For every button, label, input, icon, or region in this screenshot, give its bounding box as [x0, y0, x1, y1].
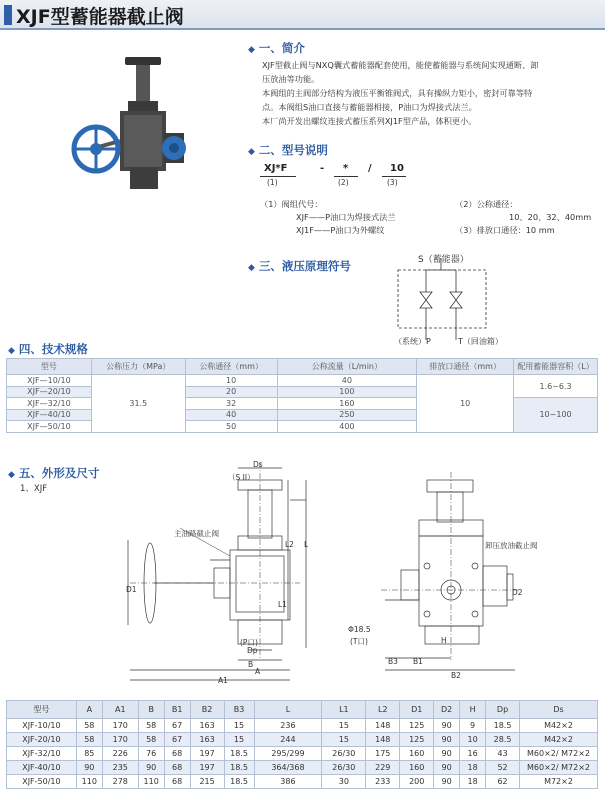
table-cell: 148: [366, 719, 400, 733]
table-cell: 90: [138, 761, 164, 775]
table-cell: 18: [460, 775, 486, 789]
table-cell: 15: [322, 719, 366, 733]
table-cell: 18: [460, 761, 486, 775]
model-right-notes: （2）公称通径： 10、20、32、40mm （3）排放口通径：10 mm: [455, 199, 592, 235]
table-row: XJF—50/10 50 400: [7, 421, 598, 433]
table-cell: 125: [400, 719, 434, 733]
table-cell: XJF-32/10: [7, 747, 77, 761]
table-cell: 110: [76, 775, 102, 789]
spec-header: 公称压力（MPa）: [91, 359, 185, 375]
spec-header: 型号: [7, 359, 92, 375]
table-cell: 26/30: [322, 747, 366, 761]
table-cell: 160: [400, 747, 434, 761]
table-cell: M60×2/ M72×2: [520, 761, 598, 775]
table-row: XJF—32/10 32 160 10~100: [7, 398, 598, 410]
table-cell: 52: [486, 761, 520, 775]
section-model-heading: ◆ 二、型号说明: [248, 143, 328, 157]
table-cell: 215: [190, 775, 224, 789]
table-row: [7, 761, 598, 775]
table-cell: 226: [102, 747, 138, 761]
table-cell: 15: [224, 733, 254, 747]
section-dims-heading: ◆ 五、外形及尺寸: [8, 466, 100, 480]
table-row: XJF—40/10 40 250: [7, 409, 598, 421]
table-cell: 175: [366, 747, 400, 761]
valve-photo: [70, 55, 200, 195]
dimension-table: 型号 A A1 B B1 B2 B3 L L1 L2 D1 D2 H Dp Ds XJF-10/10 58 170 58 67 163 15 236 15 148 125 90 9 18.5 M42×2 XJF-20/10 58 170 58 67 163 15 244 15 148 125 90 10 28.5 M42×2 XJF-32/10 85 226 76 68 197 18.5 295/299 26/30 175 160 90 16 43 M60×2/ M72×2 XJF-40/10 90 235 90 68 197 18.5 364/368 26/30 229 160 90 18 52 M60×2/ M72×2 XJF-50/10 110 278 110 68 215 18.5 386 30 233 200 90 18 62 M72×2: [6, 700, 598, 789]
table-cell: 160: [400, 761, 434, 775]
table-row: [7, 719, 598, 733]
table-cell: 85: [76, 747, 102, 761]
table-cell: 200: [400, 775, 434, 789]
table-row: XJF—10/10 31.5 10 40 10 1.6~6.3: [7, 375, 598, 387]
table-cell: 26/30: [322, 761, 366, 775]
symbol-s-label: S（蓄能器）: [418, 255, 469, 265]
table-cell: 10: [460, 733, 486, 747]
table-cell: 67: [164, 719, 190, 733]
front-view-drawing: [110, 460, 310, 695]
section-intro-heading: ◆ 一、简介: [248, 41, 305, 55]
table-cell: 295/299: [254, 747, 322, 761]
spec-header: 公称流量（L/min）: [277, 359, 417, 375]
table-cell: 58: [138, 733, 164, 747]
drawing-subtitle: 1、XJF: [20, 484, 48, 494]
spec-header: 配用蓄能器容积（L）: [514, 359, 598, 375]
table-cell: 90: [76, 761, 102, 775]
table-cell: 15: [322, 733, 366, 747]
table-cell: 90: [434, 775, 460, 789]
table-cell: 16: [460, 747, 486, 761]
table-cell: 28.5: [486, 733, 520, 747]
table-cell: 386: [254, 775, 322, 789]
model-code: XJ*F: [264, 163, 288, 174]
table-cell: 163: [190, 719, 224, 733]
spec-table: [6, 358, 598, 433]
spec-header: 公称通径（mm）: [185, 359, 277, 375]
table-cell: 30: [322, 775, 366, 789]
table-cell: M60×2/ M72×2: [520, 747, 598, 761]
symbol-t-label: T（回油箱）: [458, 337, 503, 346]
table-cell: 62: [486, 775, 520, 789]
table-cell: 18.5: [224, 747, 254, 761]
symbol-p-label: （系统）P: [394, 337, 431, 346]
table-cell: M72×2: [520, 775, 598, 789]
intro-text: XJF型截止阀与NXQ囊式蓄能器配套使用，能使蓄能器与系统间实现通断、卸 压放油等功能。 本阀组的主阀部分结构为液压平衡锥阀式，具有操纵力矩小，密封可靠等特 点。本阀组S油口直接与蓄能器相接，P油口为焊接式法兰。 本厂尚开发出螺纹连接式蓄压系列XJ1F型产品，体积更小。: [262, 60, 539, 126]
table-cell: 364/368: [254, 761, 322, 775]
table-row: [7, 747, 598, 761]
table-cell: M42×2: [520, 733, 598, 747]
table-cell: 163: [190, 733, 224, 747]
model-left-notes: （1）阀组代号： XJF——P油口为焊接式法兰 XJ1F——P油口为外螺纹: [260, 199, 396, 235]
table-cell: 90: [434, 747, 460, 761]
table-cell: 170: [102, 733, 138, 747]
table-cell: 236: [254, 719, 322, 733]
table-cell: 90: [434, 761, 460, 775]
hydraulic-symbol: [386, 252, 496, 348]
table-cell: 18.5: [224, 775, 254, 789]
table-cell: 278: [102, 775, 138, 789]
table-cell: M42×2: [520, 719, 598, 733]
table-cell: 15: [224, 719, 254, 733]
table-cell: 18.5: [224, 761, 254, 775]
spec-header: 排放口通径（mm）: [417, 359, 514, 375]
table-cell: XJF-40/10: [7, 761, 77, 775]
table-cell: 148: [366, 733, 400, 747]
table-cell: 233: [366, 775, 400, 789]
title-bar: [0, 0, 605, 30]
title-mark: [4, 5, 12, 25]
table-cell: 18.5: [486, 719, 520, 733]
table-cell: 170: [102, 719, 138, 733]
table-cell: 9: [460, 719, 486, 733]
table-cell: 58: [76, 733, 102, 747]
table-cell: 58: [76, 719, 102, 733]
table-cell: 43: [486, 747, 520, 761]
table-cell: 197: [190, 747, 224, 761]
table-cell: XJF-20/10: [7, 733, 77, 747]
section-specs-heading: ◆ 四、技术规格: [8, 342, 88, 356]
table-cell: 68: [164, 761, 190, 775]
table-cell: 125: [400, 733, 434, 747]
section-hydraulic-heading: ◆ 三、液压原理符号: [248, 259, 351, 273]
table-cell: 68: [164, 747, 190, 761]
table-cell: 58: [138, 719, 164, 733]
table-cell: XJF-50/10: [7, 775, 77, 789]
table-cell: 244: [254, 733, 322, 747]
table-cell: 90: [434, 719, 460, 733]
table-row: XJF—20/10 20 100: [7, 386, 598, 398]
table-cell: XJF-10/10: [7, 719, 77, 733]
table-cell: 76: [138, 747, 164, 761]
table-row: [7, 733, 598, 747]
table-cell: 110: [138, 775, 164, 789]
table-cell: 68: [164, 775, 190, 789]
table-cell: 229: [366, 761, 400, 775]
table-cell: 90: [434, 733, 460, 747]
table-row: [7, 775, 598, 789]
page-title: XJF型蓄能器截止阀: [16, 6, 184, 28]
table-cell: 67: [164, 733, 190, 747]
table-cell: 235: [102, 761, 138, 775]
table-cell: 197: [190, 761, 224, 775]
